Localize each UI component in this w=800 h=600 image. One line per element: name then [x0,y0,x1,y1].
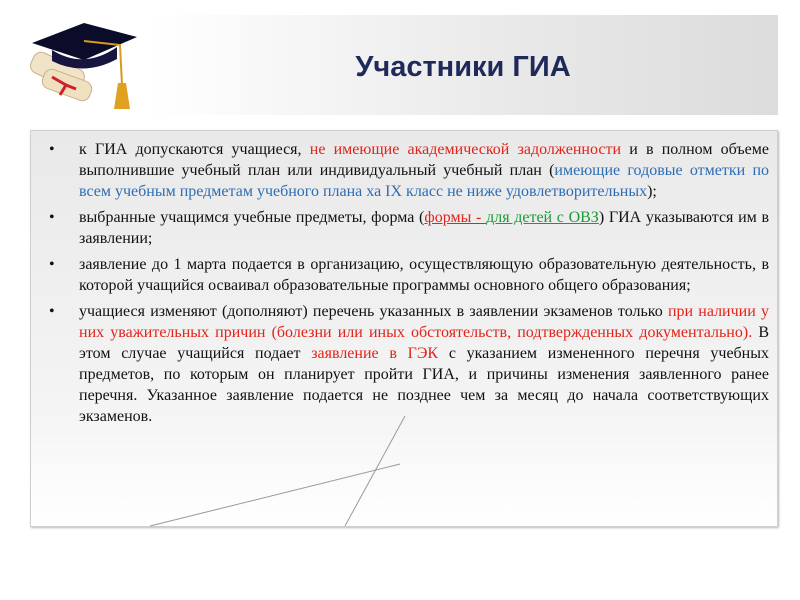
text-segment: ) ГИА указываются им в заявлении; [79,209,770,247]
text-segment: и в полном объеме выполнившие учебный план или индивидуальный учебный план ( [79,141,770,179]
slide-title: Участники ГИА [355,51,571,83]
text-segment: не имеющие академической задолженности [309,141,622,158]
text-segment: выбранные учащимся учебные предметы, форма ( [79,209,425,226]
text-segment: учащиеся изменяют (дополняют) перечень указанных в заявлении экзаменов только [79,303,668,320]
text-segment: с указанием измененного перечня учебных предметов, по которым он планирует пройти ГИА, и причины изменения заявленного ранее перечня. Указанное заявление подается не позднее чем за месяц до начала соответствующих экзаменов. [79,345,769,425]
text-segment: заявление до 1 марта подается в организацию, осуществляющую образовательную деятельность, в которой учащийся осваивал образовательные программы основного общего образования; [79,256,769,294]
text-segment: к ГИА допускаются учащиеся, [79,141,310,158]
text-segment: имеющие годовые отметки по всем учебным предметам учебного плана ха IX класс не ниже удовлетворительных [79,162,770,200]
text-segment: ); [647,183,657,200]
text-segment: при наличии у них уважительных причин (болезни или иных обстоятельств, подтвержденных документально). [79,303,769,341]
text-segment: формы - [424,209,487,226]
text-segment: В этом случае учащийся подает [79,324,770,362]
text-segment: заявление в ГЭК [311,345,439,362]
text-segment: для детей с ОВЗ [486,209,599,226]
